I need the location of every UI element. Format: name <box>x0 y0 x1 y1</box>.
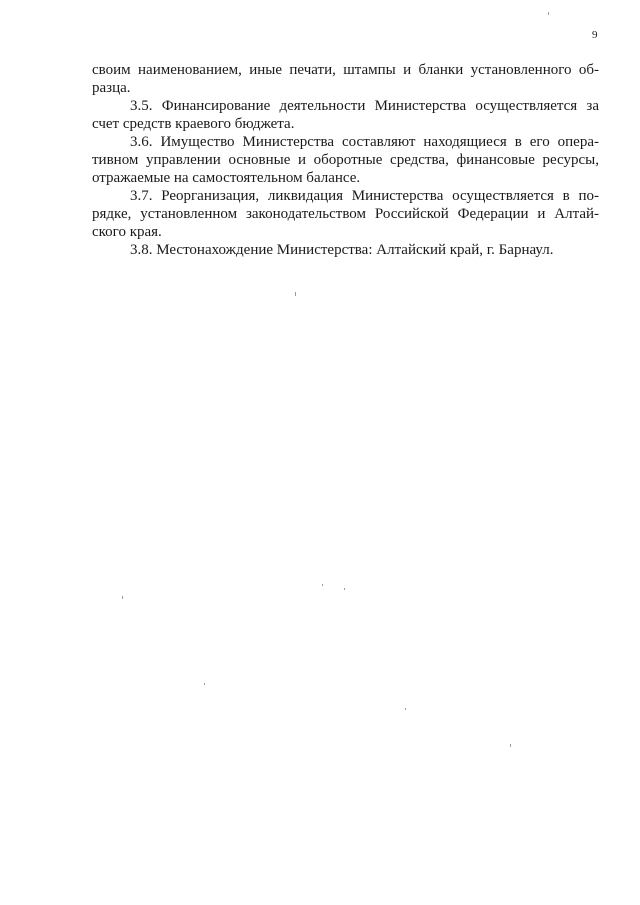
document-body <box>92 61 599 259</box>
scan-speck <box>204 683 205 685</box>
text-line: 3.7. Реорганизация, ликвидация Министерства осуществляется в по- <box>130 188 599 204</box>
text-line: рядке, установленном законодательством Российской Федерации и Алтай- <box>92 206 599 222</box>
paragraph-3-7 <box>92 187 599 241</box>
text-line: разца. <box>92 80 131 96</box>
scan-speck <box>405 708 406 710</box>
scan-speck <box>548 12 549 15</box>
scan-speck <box>344 588 345 590</box>
text-line: 3.5. Финансирование деятельности Министерства осуществляется за <box>130 98 599 114</box>
scan-speck <box>510 744 511 747</box>
paragraph-3-8 <box>92 241 599 259</box>
text-line: 3.8. Местонахождение Министерства: Алтайский край, г. Барнаул. <box>130 242 554 258</box>
scan-speck <box>322 584 323 586</box>
text-line: ского края. <box>92 224 162 240</box>
text-line: счет средств краевого бюджета. <box>92 116 295 132</box>
paragraph-continuation <box>92 61 599 97</box>
scan-speck <box>295 292 296 296</box>
text-line: отражаемые на самостоятельном балансе. <box>92 170 361 186</box>
paragraph-3-5 <box>92 97 599 133</box>
text-line: своим наименованием, иные печати, штампы и бланки установленного об- <box>92 62 599 78</box>
text-line: тивном управлении основные и оборотные средства, финансовые ресурсы, <box>92 152 599 168</box>
page-number: 9 <box>592 29 598 41</box>
scan-speck <box>122 596 123 599</box>
text-line: 3.6. Имущество Министерства составляют находящиеся в его опера- <box>130 134 599 150</box>
paragraph-3-6 <box>92 133 599 187</box>
